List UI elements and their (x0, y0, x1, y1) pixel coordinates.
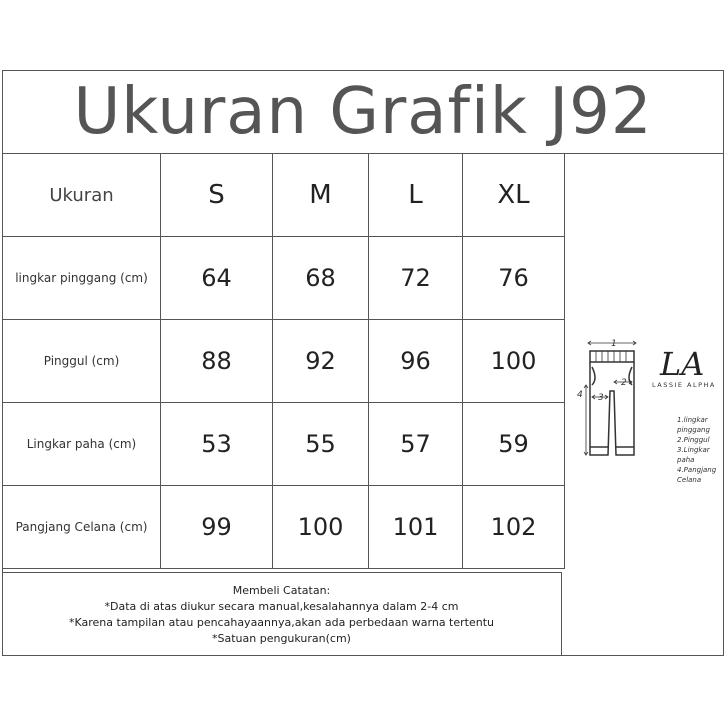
legend-item: 2.Pinggul (677, 436, 710, 444)
cell-value: 102 (463, 486, 565, 569)
cell-value: 68 (273, 237, 369, 320)
notes-line: *Data di atas diukur secara manual,kesalahannya dalam 2-4 cm (104, 599, 459, 613)
cell-value: 55 (273, 403, 369, 486)
size-l: L (369, 154, 463, 237)
cell-value: 88 (161, 320, 273, 403)
table-row (3, 237, 565, 320)
row-label: Pangjang Celana (cm) (3, 486, 161, 569)
cell-value: 101 (369, 486, 463, 569)
table-row (3, 403, 565, 486)
row-label: Pinggul (cm) (3, 320, 161, 403)
mark-1: 1 (611, 339, 617, 349)
legend-item: 4.Pangjang Celana (677, 466, 717, 484)
size-table (2, 153, 565, 569)
cell-value: 64 (161, 237, 273, 320)
mark-2: 2 (621, 378, 627, 388)
cell-value: 100 (273, 486, 369, 569)
size-s: S (161, 154, 273, 237)
cell-value: 96 (369, 320, 463, 403)
cell-value: 76 (463, 237, 565, 320)
notes-line: *Karena tampilan atau pencahayaannya,akan ada perbedaan warna tertentu (68, 615, 494, 629)
pants-diagram (562, 153, 724, 656)
brand-logo-icon: LA (660, 345, 705, 383)
measurement-diagram-panel (562, 153, 724, 656)
cell-value: 100 (463, 320, 565, 403)
legend-item: 3.Lingkar paha (677, 446, 710, 464)
cell-value: 92 (273, 320, 369, 403)
brand-name: LASSIE ALPHA (652, 381, 716, 389)
table-row (3, 486, 565, 569)
cell-value: 99 (161, 486, 273, 569)
measurement-legend (677, 415, 724, 485)
mark-3: 3 (598, 393, 604, 403)
row-label: Lingkar paha (cm) (3, 403, 161, 486)
length-arrow-icon (584, 385, 588, 455)
mark-4: 4 (577, 390, 583, 400)
purchase-notes (2, 572, 562, 656)
legend-item: 1.lingkar pinggang (677, 416, 710, 434)
cell-value: 59 (463, 403, 565, 486)
table-row (3, 320, 565, 403)
notes-line: *Satuan pengukuran(cm) (212, 631, 351, 645)
notes-heading: Membeli Catatan: (232, 583, 331, 597)
pants-icon (590, 351, 634, 455)
row-label: lingkar pinggang (cm) (3, 237, 161, 320)
header-label: Ukuran (3, 154, 161, 237)
cell-value: 53 (161, 403, 273, 486)
size-header-row (3, 154, 565, 237)
chart-title: Ukuran Grafik J92 (73, 75, 653, 149)
cell-value: 57 (369, 403, 463, 486)
size-m: M (273, 154, 369, 237)
cell-value: 72 (369, 237, 463, 320)
size-xl: XL (463, 154, 565, 237)
